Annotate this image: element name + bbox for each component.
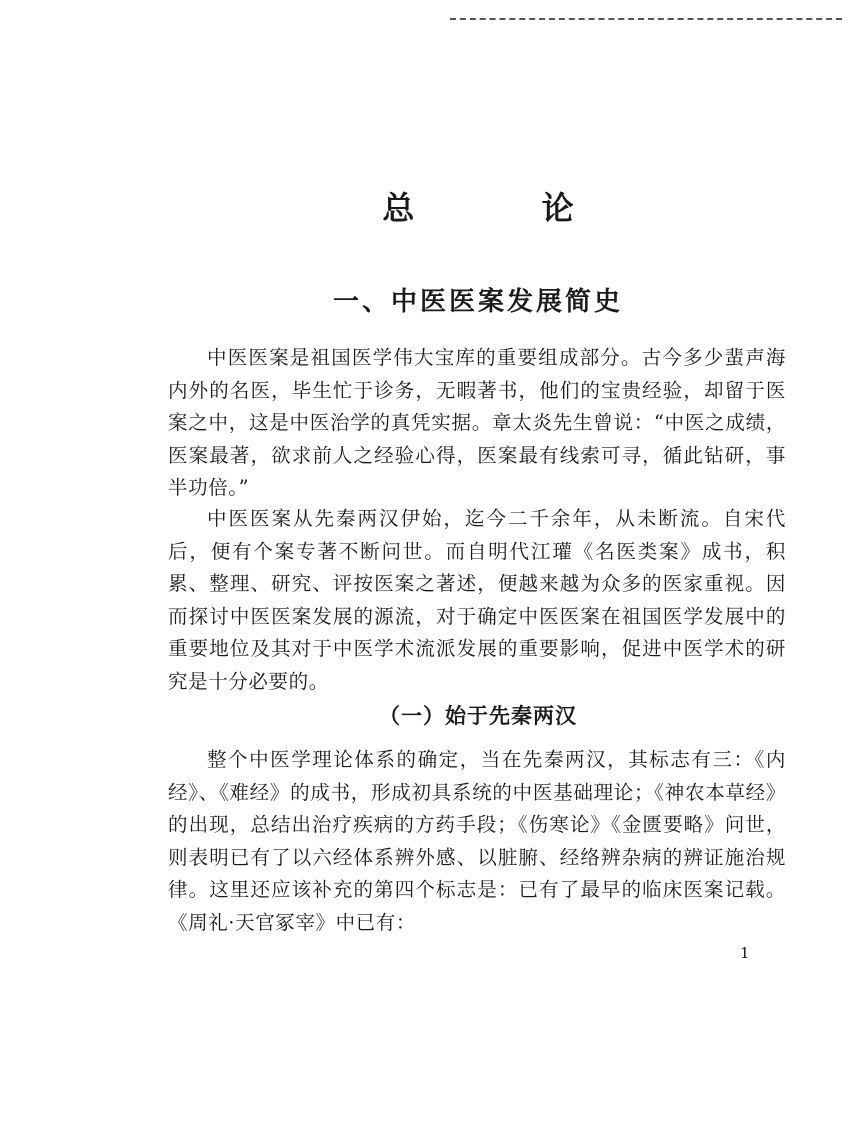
top-dashed-rule bbox=[450, 18, 842, 20]
chapter-title: 总 论 bbox=[382, 189, 632, 227]
section-title: 一、中医医案发展简史 bbox=[332, 287, 623, 317]
page-number: 1 bbox=[740, 944, 750, 962]
body-paragraph-1: 中医医案是祖国医学伟大宝库的重要组成部分。古今多少蜚声海内外的名医，毕生忙于诊务，无暇著书，他们的宝贵经验，却留于医案之中，这是中医治学的真凭实据。章太炎先生曾说：“中医之成绩，医案最著，欲求前人之经验心得，医案最有线索可寻，循此钻研，事半功倍。” bbox=[168, 346, 786, 499]
subsection-title: （一）始于先秦两汉 bbox=[379, 703, 577, 728]
body-paragraph-3: 整个中医学理论体系的确定，当在先秦两汉，其标志有三：《内经》、《难经》的成书，形成初具系统的中医基础理论；《神农本草经》的出现，总结出治疗疾病的方药手段；《伤寒论》《金匮要略》问世，则表明已有了以六经体系辨外感、以脏腑、经络辨杂病的辨证施治规律。这里还应该补充的第四个标志是：已有了最早的临床医案记载。《周礼·天官冢宰》中已有： bbox=[168, 748, 786, 934]
body-paragraph-2: 中医医案从先秦两汉伊始，迄今二千余年，从未断流。自宋代后，便有个案专著不断问世。而自明代江瓘《名医类案》成书，积累、整理、研究、评按医案之著述，便越来越为众多的医家重视。因而探讨中医医案发展的源流，对于确定中医医案在祖国医学发展中的重要地位及其对于中医学术流派发展的重要影响，促进中医学术的研究是十分必要的。 bbox=[168, 507, 786, 693]
